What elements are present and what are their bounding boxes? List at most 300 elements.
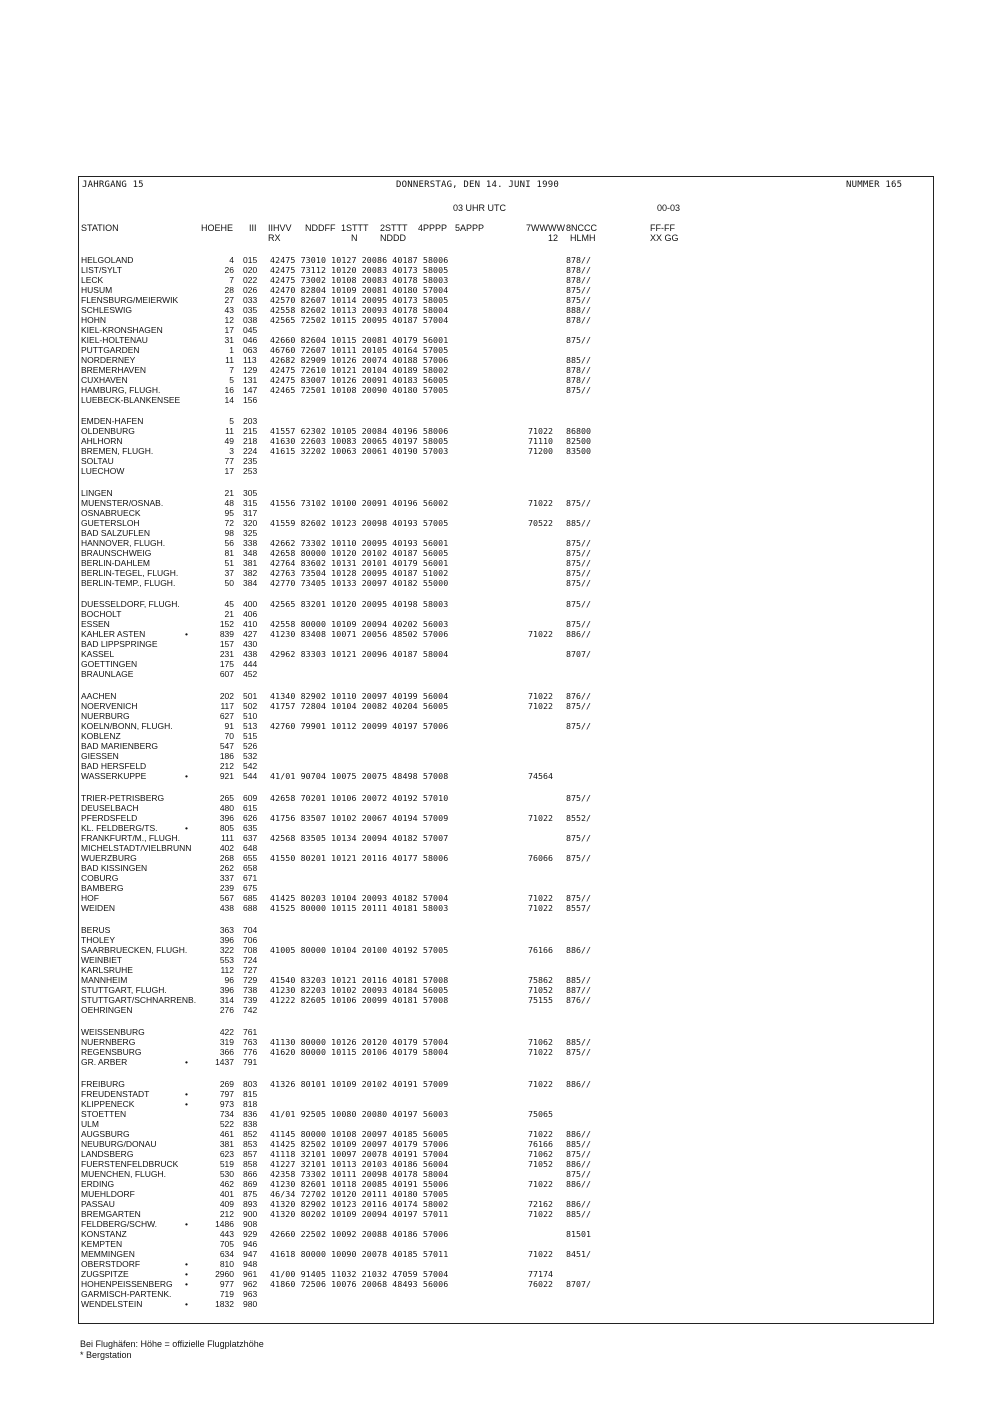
station-index: 131 (243, 375, 258, 385)
cloud-group-8: 885// (566, 518, 591, 528)
station-name: PFERDSFELD (81, 813, 138, 823)
station-name: FRANKFURT/M., FLUGH. (81, 833, 181, 843)
station-name: NORDERNEY (81, 355, 136, 365)
station-index: 338 (243, 538, 258, 548)
station-height: 17 (224, 466, 234, 476)
station-height: 11 (225, 426, 234, 436)
station-index: 544 (243, 771, 258, 781)
station-height: 567 (219, 893, 234, 903)
cloud-group-8: 875// (566, 568, 591, 578)
station-name: WENDELSTEIN (81, 1299, 143, 1309)
cloud-group-8: 886// (566, 1199, 591, 1209)
station-name: KASSEL (81, 649, 115, 659)
station-height: 396 (219, 813, 234, 823)
station-name: WASSERKUPPE (81, 771, 147, 781)
observation-groups: 41326 80101 10109 20102 40191 57009 (270, 1079, 449, 1089)
col-1sttt: 1STTT (341, 223, 369, 233)
observation-groups: 41320 80202 10109 20094 40197 57011 (270, 1209, 449, 1219)
table-row (0, 548, 1000, 558)
station-name: BREMERHAVEN (81, 365, 147, 375)
station-index: 129 (243, 365, 258, 375)
station-height: 12 (224, 315, 234, 325)
table-row (0, 558, 1000, 568)
table-row (0, 1179, 1000, 1189)
table-row (0, 731, 1000, 741)
station-height: 268 (219, 853, 234, 863)
table-row (0, 345, 1000, 355)
station-name: KOELN/BONN, FLUGH. (81, 721, 173, 731)
mountain-station-marker: • (185, 823, 188, 833)
cloud-group-8: 86800 (566, 426, 591, 436)
col-ff-ff: FF-FF (650, 223, 675, 233)
weather-group-7: 71022 (528, 629, 553, 639)
table-row (0, 995, 1000, 1005)
cloud-group-8: 878// (566, 315, 591, 325)
cloud-group-8: 878// (566, 265, 591, 275)
cloud-group-8: 876// (566, 691, 591, 701)
col-nddff: NDDFF (305, 223, 336, 233)
station-index: 427 (243, 629, 258, 639)
station-name: PUTTGARDEN (81, 345, 140, 355)
station-height: 522 (219, 1119, 234, 1129)
observation-groups: 42475 73002 10108 20083 40178 58003 (270, 275, 449, 285)
station-name: GARMISCH-PARTENK. (81, 1289, 172, 1299)
station-index: 688 (243, 903, 258, 913)
table-row (0, 518, 1000, 528)
table-row (0, 1109, 1000, 1119)
utc-time-label: 03 UHR UTC (453, 203, 507, 213)
station-index: 815 (243, 1089, 258, 1099)
mountain-station-marker: • (185, 1259, 188, 1269)
station-index: 035 (243, 305, 258, 315)
station-index: 742 (243, 1005, 258, 1015)
col-iihvv: IIHVV (268, 223, 292, 233)
table-row (0, 1279, 1000, 1289)
station-name: LINGEN (81, 488, 113, 498)
table-row (0, 609, 1000, 619)
station-index: 320 (243, 518, 258, 528)
table-row (0, 883, 1000, 893)
station-index: 215 (243, 426, 258, 436)
weather-group-7: 71022 (528, 1079, 553, 1089)
observation-groups: 41618 80000 10090 20078 40185 57011 (270, 1249, 449, 1259)
cloud-group-8: 885// (566, 1037, 591, 1047)
table-row (0, 285, 1000, 295)
observation-groups: 42565 72502 10115 20095 40187 57004 (270, 315, 449, 325)
cloud-group-8: 875// (566, 721, 591, 731)
station-name: BAD HERSFELD (81, 761, 147, 771)
table-row (0, 416, 1000, 426)
station-name: EMDEN-HAFEN (81, 416, 144, 426)
station-name: FUERSTENFELDBRUCK (81, 1159, 179, 1169)
station-height: 31 (224, 335, 234, 345)
table-row (0, 711, 1000, 721)
station-name: LUEBECK-BLANKENSEE (81, 395, 181, 405)
station-index: 836 (243, 1109, 258, 1119)
observation-groups: 42662 73302 10110 20095 40193 56001 (270, 538, 449, 548)
station-index: 542 (243, 761, 258, 771)
station-height: 1 (229, 345, 234, 355)
table-row (0, 1299, 1000, 1309)
station-name: OSNABRUECK (81, 508, 141, 518)
station-name: GR. ARBER (81, 1057, 128, 1067)
station-name: OEHRINGEN (81, 1005, 133, 1015)
station-index: 739 (243, 995, 258, 1005)
station-height: 921 (219, 771, 234, 781)
cloud-group-8: 8707/ (566, 1279, 591, 1289)
station-name: FREIBURG (81, 1079, 125, 1089)
station-height: 1437 (215, 1057, 234, 1067)
cloud-group-8: 886// (566, 1179, 591, 1189)
observation-groups: 41/01 90704 10075 20075 48498 57008 (270, 771, 449, 781)
cloud-group-8: 875// (566, 893, 591, 903)
col-n: N (351, 233, 358, 243)
station-name: LIST/SYLT (81, 265, 122, 275)
station-index: 381 (243, 558, 258, 568)
station-index: 738 (243, 985, 258, 995)
station-index: 609 (243, 793, 258, 803)
table-row (0, 823, 1000, 833)
weather-group-7: 71052 (528, 985, 553, 995)
table-row (0, 649, 1000, 659)
station-height: 98 (224, 528, 234, 538)
station-index: 818 (243, 1099, 258, 1109)
station-height: 1832 (215, 1299, 234, 1309)
station-index: 532 (243, 751, 258, 761)
station-index: 026 (243, 285, 258, 295)
weather-group-7: 71022 (528, 893, 553, 903)
table-row (0, 741, 1000, 751)
station-height: 7 (229, 275, 234, 285)
cloud-group-8: 878// (566, 375, 591, 385)
table-row (0, 945, 1000, 955)
station-index: 218 (243, 436, 258, 446)
station-index: 235 (243, 456, 258, 466)
station-index: 908 (243, 1219, 258, 1229)
station-height: 363 (219, 925, 234, 935)
table-row (0, 1129, 1000, 1139)
station-height: 805 (219, 823, 234, 833)
station-height: 797 (219, 1089, 234, 1099)
station-name: TRIER-PETRISBERG (81, 793, 165, 803)
station-index: 857 (243, 1149, 258, 1159)
station-name: LECK (81, 275, 104, 285)
station-index: 635 (243, 823, 258, 833)
cloud-group-8: 875// (566, 538, 591, 548)
observation-groups: 41/01 92505 10080 20080 40197 56003 (270, 1109, 449, 1119)
station-height: 396 (219, 935, 234, 945)
station-height: 269 (219, 1079, 234, 1089)
station-index: 655 (243, 853, 258, 863)
cloud-group-8: 888// (566, 305, 591, 315)
station-name: NUERBURG (81, 711, 130, 721)
table-row (0, 1219, 1000, 1229)
observation-groups: 42568 83505 10134 20094 40182 57007 (270, 833, 449, 843)
station-name: KIEL-KRONSHAGEN (81, 325, 163, 335)
weather-group-7: 71022 (528, 498, 553, 508)
table-row (0, 1079, 1000, 1089)
station-index: 510 (243, 711, 258, 721)
cloud-group-8: 875// (566, 558, 591, 568)
station-index: 961 (243, 1269, 258, 1279)
weather-group-7: 71022 (528, 813, 553, 823)
station-name: BOCHOLT (81, 609, 122, 619)
table-row (0, 1089, 1000, 1099)
station-index: 033 (243, 295, 258, 305)
weather-group-7: 71022 (528, 701, 553, 711)
table-row (0, 1209, 1000, 1219)
cloud-group-8: 886// (566, 945, 591, 955)
table-row (0, 365, 1000, 375)
mountain-station-marker: • (185, 1099, 188, 1109)
station-index: 315 (243, 498, 258, 508)
station-index: 963 (243, 1289, 258, 1299)
station-name: NEUBURG/DONAU (81, 1139, 157, 1149)
col-xx-gg: XX GG (650, 233, 679, 243)
observation-groups: 41118 32101 10097 20078 40191 57004 (270, 1149, 449, 1159)
station-index: 658 (243, 863, 258, 873)
table-row (0, 395, 1000, 405)
table-row (0, 985, 1000, 995)
station-index: 400 (243, 599, 258, 609)
cloud-group-8: 82500 (566, 436, 591, 446)
station-name: WUERZBURG (81, 853, 137, 863)
station-height: 112 (220, 965, 234, 975)
observation-groups: 42358 73302 10111 20098 40178 58004 (270, 1169, 449, 1179)
station-height: 17 (224, 325, 234, 335)
station-index: 253 (243, 466, 258, 476)
weather-group-7: 71022 (528, 1129, 553, 1139)
station-height: 5 (229, 375, 234, 385)
col-hoehe: HOEHE (201, 223, 234, 233)
cloud-group-8: 8557/ (566, 903, 591, 913)
station-index: 980 (243, 1299, 258, 1309)
station-height: 186 (219, 751, 234, 761)
table-row (0, 275, 1000, 285)
station-height: 438 (219, 903, 234, 913)
weather-group-7: 75862 (528, 975, 553, 985)
col-iii: III (249, 223, 257, 233)
col-2sttt: 2STTT (380, 223, 408, 233)
observation-groups: 41230 83408 10071 20056 48502 57006 (270, 629, 449, 639)
station-height: 28 (224, 285, 234, 295)
observation-groups: 42475 73010 10127 20086 40187 58006 (270, 255, 449, 265)
station-name: ESSEN (81, 619, 110, 629)
station-name: HOHENPEISSENBERG (81, 1279, 173, 1289)
station-name: BAD SALZUFLEN (81, 528, 150, 538)
table-row (0, 639, 1000, 649)
station-height: 56 (224, 538, 234, 548)
table-row (0, 335, 1000, 345)
weather-group-7: 72162 (528, 1199, 553, 1209)
jahrgang-label: JAHRGANG 15 (82, 180, 144, 190)
station-height: 461 (219, 1129, 234, 1139)
station-height: 402 (219, 843, 234, 853)
station-index: 893 (243, 1199, 258, 1209)
cloud-group-8: 875// (566, 385, 591, 395)
table-row (0, 1169, 1000, 1179)
table-row (0, 295, 1000, 305)
station-height: 50 (224, 578, 234, 588)
table-row (0, 325, 1000, 335)
cloud-group-8: 875// (566, 548, 591, 558)
table-row (0, 385, 1000, 395)
station-name: DEUSELBACH (81, 803, 139, 813)
cloud-group-8: 875// (566, 1149, 591, 1159)
observation-groups: 41425 80203 10104 20093 40182 57004 (270, 893, 449, 903)
station-height: 443 (219, 1229, 234, 1239)
table-row (0, 1159, 1000, 1169)
station-height: 81 (224, 548, 234, 558)
mountain-station-marker: • (185, 629, 188, 639)
station-height: 231 (219, 649, 234, 659)
observation-groups: 41756 83507 10102 20067 40194 57009 (270, 813, 449, 823)
station-name: STUTTGART, FLUGH. (81, 985, 167, 995)
station-height: 977 (219, 1279, 234, 1289)
station-height: 462 (219, 1179, 234, 1189)
table-row (0, 508, 1000, 518)
station-index: 615 (243, 803, 258, 813)
table-row (0, 599, 1000, 609)
station-height: 839 (219, 629, 234, 639)
observation-groups: 41860 72506 10076 20068 48493 56006 (270, 1279, 449, 1289)
table-row (0, 255, 1000, 265)
station-height: 91 (224, 721, 234, 731)
station-index: 224 (243, 446, 258, 456)
table-row (0, 925, 1000, 935)
station-index: 325 (243, 528, 258, 538)
table-row (0, 975, 1000, 985)
observation-groups: 42558 82602 10113 20093 40178 58004 (270, 305, 449, 315)
station-name: HOF (81, 893, 99, 903)
station-height: 276 (219, 1005, 234, 1015)
station-height: 734 (219, 1109, 234, 1119)
station-name: ZUGSPITZE (81, 1269, 129, 1279)
table-row (0, 1249, 1000, 1259)
station-height: 973 (219, 1099, 234, 1109)
station-height: 70 (224, 731, 234, 741)
observation-groups: 41425 82502 10109 20097 40179 57006 (270, 1139, 449, 1149)
station-name: WEIDEN (81, 903, 115, 913)
station-height: 322 (219, 945, 234, 955)
station-name: KEMPTEN (81, 1239, 123, 1249)
observation-groups: 46760 72607 10111 20105 40164 57005 (270, 345, 449, 355)
station-index: 869 (243, 1179, 258, 1189)
station-name: MEMMINGEN (81, 1249, 135, 1259)
station-name: FLENSBURG/MEIERWIK (81, 295, 179, 305)
station-index: 501 (243, 691, 258, 701)
observation-groups: 42764 83602 10131 20101 40179 56001 (270, 558, 449, 568)
observation-groups: 42763 73504 10128 20095 40187 51002 (270, 568, 449, 578)
station-height: 607 (219, 669, 234, 679)
station-index: 685 (243, 893, 258, 903)
station-name: LUECHOW (81, 466, 125, 476)
station-height: 553 (219, 955, 234, 965)
station-index: 430 (243, 639, 258, 649)
station-name: HAMBURG, FLUGH. (81, 385, 161, 395)
station-name: DUESSELDORF, FLUGH. (81, 599, 180, 609)
weather-group-7: 71022 (528, 1047, 553, 1057)
station-index: 626 (243, 813, 258, 823)
station-name: SCHLESWIG (81, 305, 133, 315)
station-index: 791 (243, 1057, 258, 1067)
weather-group-7: 76022 (528, 1279, 553, 1289)
station-index: 513 (243, 721, 258, 731)
col-station: STATION (81, 223, 119, 233)
station-index: 406 (243, 609, 258, 619)
observation-groups: 42660 22502 10092 20088 40186 57006 (270, 1229, 449, 1239)
station-name: KAHLER ASTEN (81, 629, 146, 639)
station-height: 175 (219, 659, 234, 669)
station-index: 438 (243, 649, 258, 659)
table-row (0, 488, 1000, 498)
station-height: 11 (225, 355, 234, 365)
station-index: 948 (243, 1259, 258, 1269)
weather-group-7: 71052 (528, 1159, 553, 1169)
table-row (0, 803, 1000, 813)
station-name: BAD KISSINGEN (81, 863, 148, 873)
station-name: THOLEY (81, 935, 116, 945)
observation-groups: 42470 82804 10109 20081 40180 57004 (270, 285, 449, 295)
observation-groups: 41320 82902 10123 20116 40174 58002 (270, 1199, 449, 1209)
observation-groups: 41556 73102 10100 20091 40196 56002 (270, 498, 449, 508)
station-name: ULM (81, 1119, 99, 1129)
station-name: HANNOVER, FLUGH. (81, 538, 166, 548)
station-index: 704 (243, 925, 258, 935)
weather-group-7: 70522 (528, 518, 553, 528)
cloud-group-8: 885// (566, 1209, 591, 1219)
observation-groups: 42770 73405 10133 20097 40182 55000 (270, 578, 449, 588)
station-index: 858 (243, 1159, 258, 1169)
observation-groups: 41525 80000 10115 20111 40181 58003 (270, 903, 449, 913)
station-height: 111 (221, 833, 234, 843)
table-row (0, 691, 1000, 701)
cloud-group-8: 886// (566, 1159, 591, 1169)
station-index: 706 (243, 935, 258, 945)
observation-groups: 41757 72804 10104 20082 40204 56005 (270, 701, 449, 711)
col-rx: RX (268, 233, 281, 243)
station-name: CUXHAVEN (81, 375, 128, 385)
station-index: 724 (243, 955, 258, 965)
station-height: 95 (224, 508, 234, 518)
cloud-group-8: 83500 (566, 446, 591, 456)
station-height: 314 (219, 995, 234, 1005)
table-row (0, 793, 1000, 803)
station-index: 708 (243, 945, 258, 955)
station-height: 51 (224, 558, 234, 568)
station-height: 77 (224, 456, 234, 466)
station-index: 866 (243, 1169, 258, 1179)
col-12: 12 (548, 233, 559, 243)
station-index: 502 (243, 701, 258, 711)
station-height: 265 (219, 793, 234, 803)
station-index: 838 (243, 1119, 258, 1129)
cloud-group-8: 885// (566, 1139, 591, 1149)
observation-groups: 42760 79901 10112 20099 40197 57006 (270, 721, 449, 731)
observation-groups: 42658 70201 10106 20072 40192 57010 (270, 793, 449, 803)
mountain-station-marker: • (185, 1057, 188, 1067)
observation-groups: 41230 82601 10118 20085 40191 55006 (270, 1179, 449, 1189)
station-name: GIESSEN (81, 751, 119, 761)
table-row (0, 1289, 1000, 1299)
station-name: ERDING (81, 1179, 115, 1189)
table-row (0, 528, 1000, 538)
station-name: BERLIN-DAHLEM (81, 558, 150, 568)
footer-note-mountain-station: * Bergstation (80, 1350, 132, 1360)
station-height: 212 (219, 1209, 234, 1219)
station-name: KIEL-HOLTENAU (81, 335, 148, 345)
station-height: 21 (224, 488, 234, 498)
